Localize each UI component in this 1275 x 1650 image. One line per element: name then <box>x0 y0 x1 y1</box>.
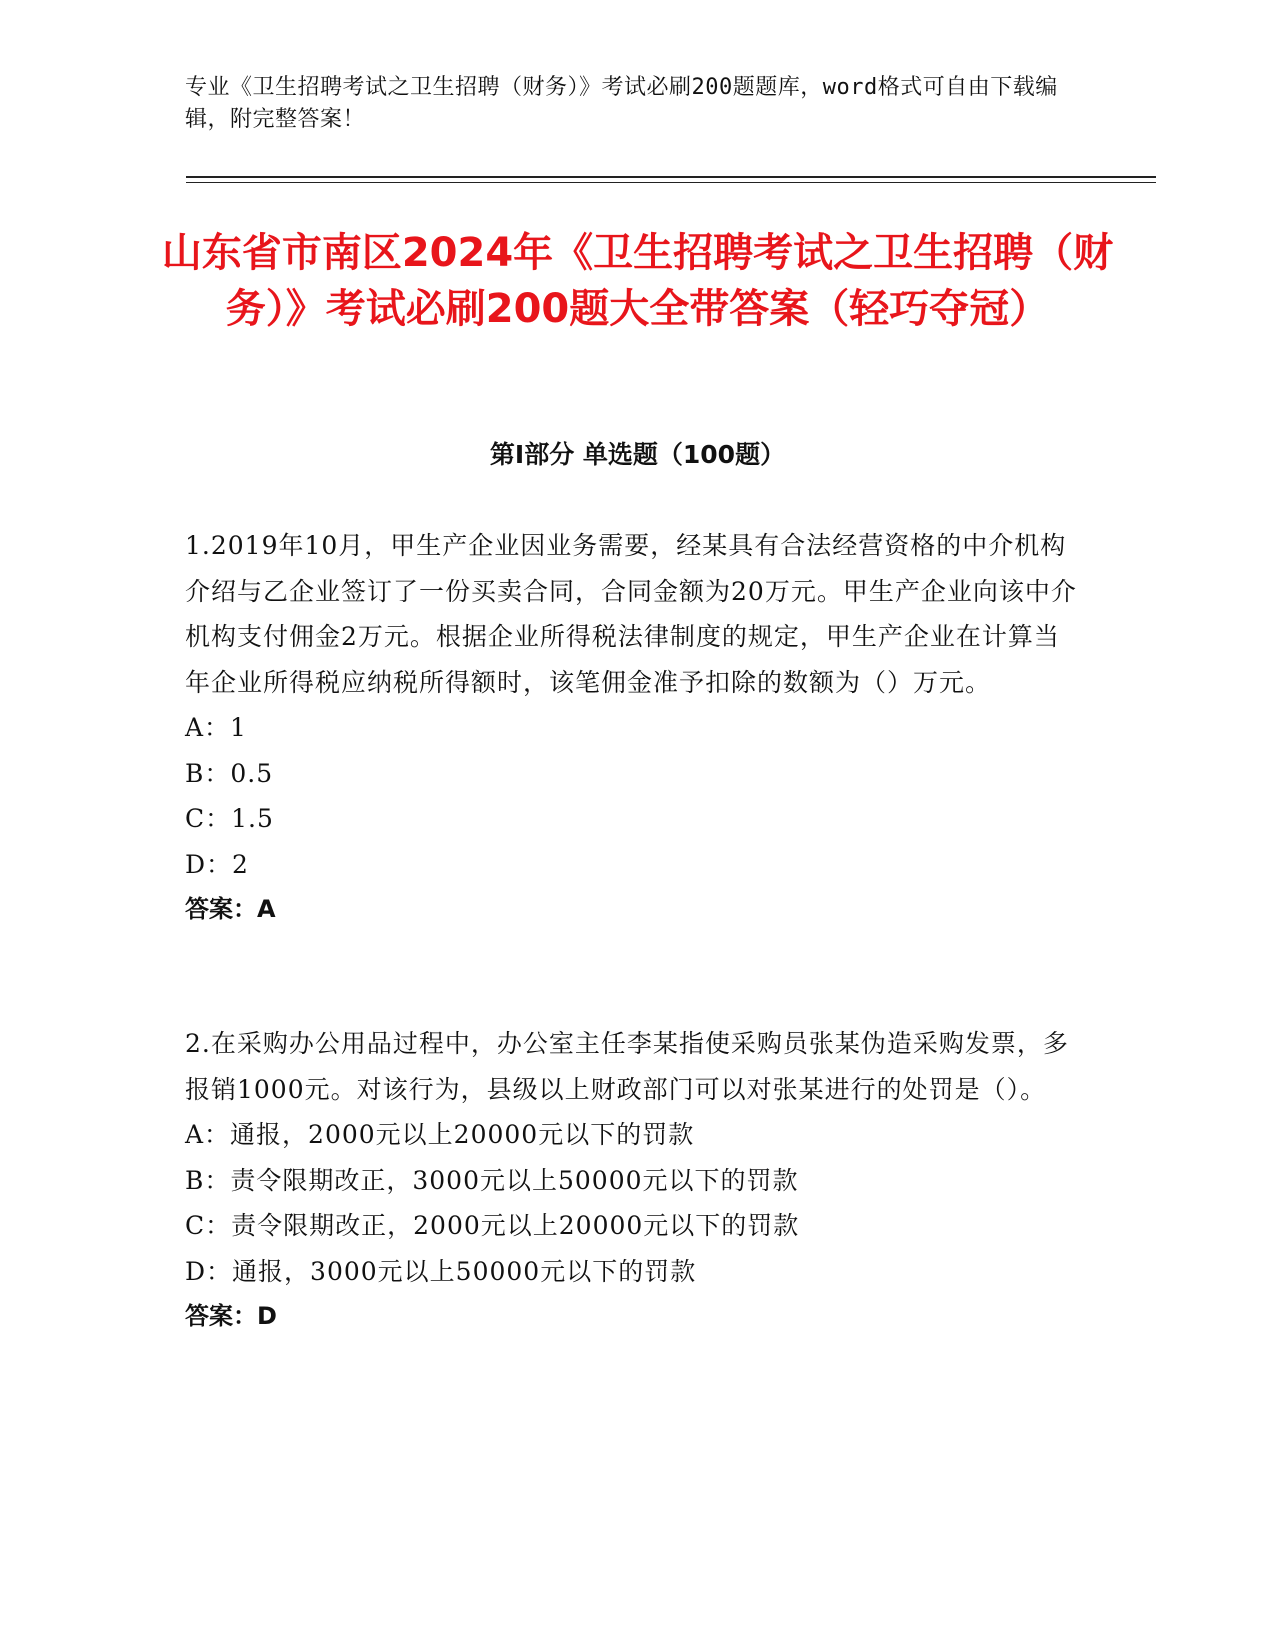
option-b: B：0.5 <box>185 758 274 788</box>
section-heading: 第Ⅰ部分 单选题（100题） <box>489 440 786 469</box>
header-note: 专业《卫生招聘考试之卫生招聘（财务）》考试必刷200题题库，word格式可自由下载编辑，附完整答案！ <box>185 75 1058 132</box>
option-d: D：2 <box>185 849 249 879</box>
question-1 <box>185 523 1080 933</box>
header-divider-thick <box>186 176 1156 178</box>
answer: 答案：D <box>185 1302 277 1330</box>
option-a: A：1 <box>185 713 247 742</box>
header-divider-thin <box>186 182 1156 183</box>
question-stem: 1.2019年10月，甲生产企业因业务需要，经某具有合法经营资格的中介机构介绍与乙企业签订了一份买卖合同，合同金额为20万元。甲生产企业向该中介机构支付佣金2万元。根据企业所得税法律制度的规定，甲生产企业在计算当年企业所得税应纳税所得额时，该笔佣金准予扣除的数额为（）万元。 <box>185 531 1077 697</box>
option-b: B：责令限期改正，3000元以上50000元以下的罚款 <box>185 1165 799 1195</box>
option-c: C：1.5 <box>185 804 274 833</box>
question-stem: 2.在采购办公用品过程中，办公室主任李某指使采购员张某伪造采购发票，多报销1000元。对该行为，县级以上财政部门可以对张某进行的处罚是（）。 <box>185 1029 1069 1104</box>
option-d: D：通报，3000元以上50000元以下的罚款 <box>185 1256 697 1286</box>
question-2 <box>185 1021 1080 1340</box>
option-c: C：责令限期改正，2000元以上20000元以下的罚款 <box>185 1211 800 1240</box>
option-a: A：通报，2000元以上20000元以下的罚款 <box>185 1120 695 1149</box>
answer: 答案：A <box>185 895 276 923</box>
document-title: 山东省市南区2024年《卫生招聘考试之卫生招聘（财务）》考试必刷200题大全带答案（轻巧夺冠） <box>161 230 1114 332</box>
